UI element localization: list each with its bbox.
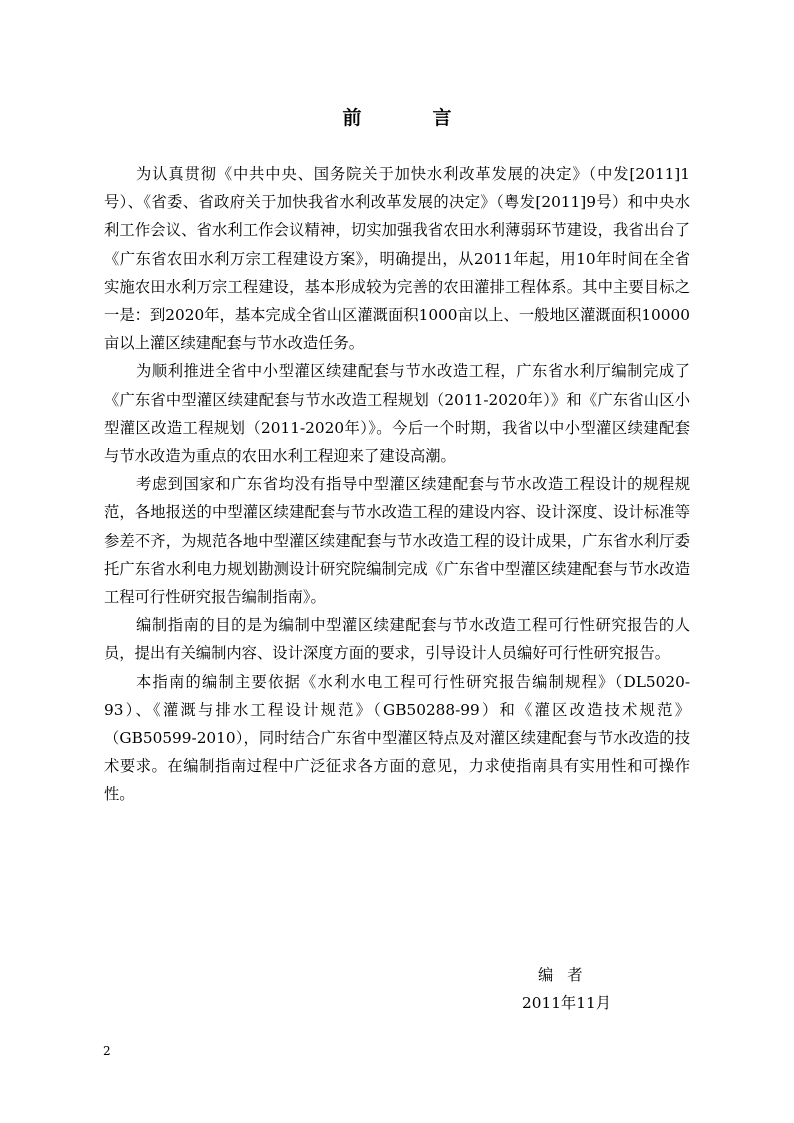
preface-body: [104, 160, 690, 809]
page-number: 2: [103, 1044, 111, 1058]
page-title: 前 言: [342, 107, 478, 129]
paragraph-5: 本指南的编制主要依据《水利水电工程可行性研究报告编制规程》（DL5020-93）、《灌溉与排水工程设计规范》（GB50288-99）和《灌区改造技术规范》（GB50599-2010），同时结合广东省中型灌区特点及对灌区续建配套与节水改造的技术要求。在编制指南过程中广泛征求各方面的意见，力求使指南具有实用性和可操作性。: [104, 672, 690, 804]
paragraph-3: 考虑到国家和广东省均没有指导中型灌区续建配套与节水改造工程设计的规程规范，各地报送的中型灌区续建配套与节水改造工程的建设内容、设计深度、设计标准等参差不齐，为规范各地中型灌区续建配套与节水改造工程的设计成果，广东省水利厅委托广东省水利电力规划勘测设计研究院编制完成《广东省中型灌区续建配套与节水改造工程可行性研究报告编制指南》。: [104, 475, 690, 607]
paragraph-4: 编制指南的目的是为编制中型灌区续建配套与节水改造工程可行性研究报告的人员，提出有关编制内容、设计深度方面的要求，引导设计人员编好可行性研究报告。: [104, 616, 690, 663]
signature-author: 编者: [538, 966, 597, 984]
paragraph-2: 为顺利推进全省中小型灌区续建配套与节水改造工程，广东省水利厅编制完成了《广东省中型灌区续建配套与节水改造工程规划（2011-2020年）》和《广东省山区小型灌区改造工程规划（2011-2020年）》。今后一个时期，我省以中小型灌区续建配套与节水改造为重点的农田水利工程迎来了建设高潮。: [104, 362, 690, 466]
signature-date: 2011年11月: [522, 994, 611, 1012]
paragraph-1: 为认真贯彻《中共中央、国务院关于加快水利改革发展的决定》（中发[2011]1号）、《省委、省政府关于加快我省水利改革发展的决定》（粤发[2011]9号）和中央水利工作会议、省水利工作会议精神，切实加强我省农田水利薄弱环节建设，我省出台了《广东省农田水利万宗工程建设方案》，明确提出，从2011年起，用10年时间在全省实施农田水利万宗工程建设，基本形成较为完善的农田灌排工程体系。其中主要目标之一是：到2020年，基本完成全省山区灌溉面积1000亩以上、一般地区灌溉面积10000亩以上灌区续建配套与节水改造任务。: [104, 165, 690, 353]
